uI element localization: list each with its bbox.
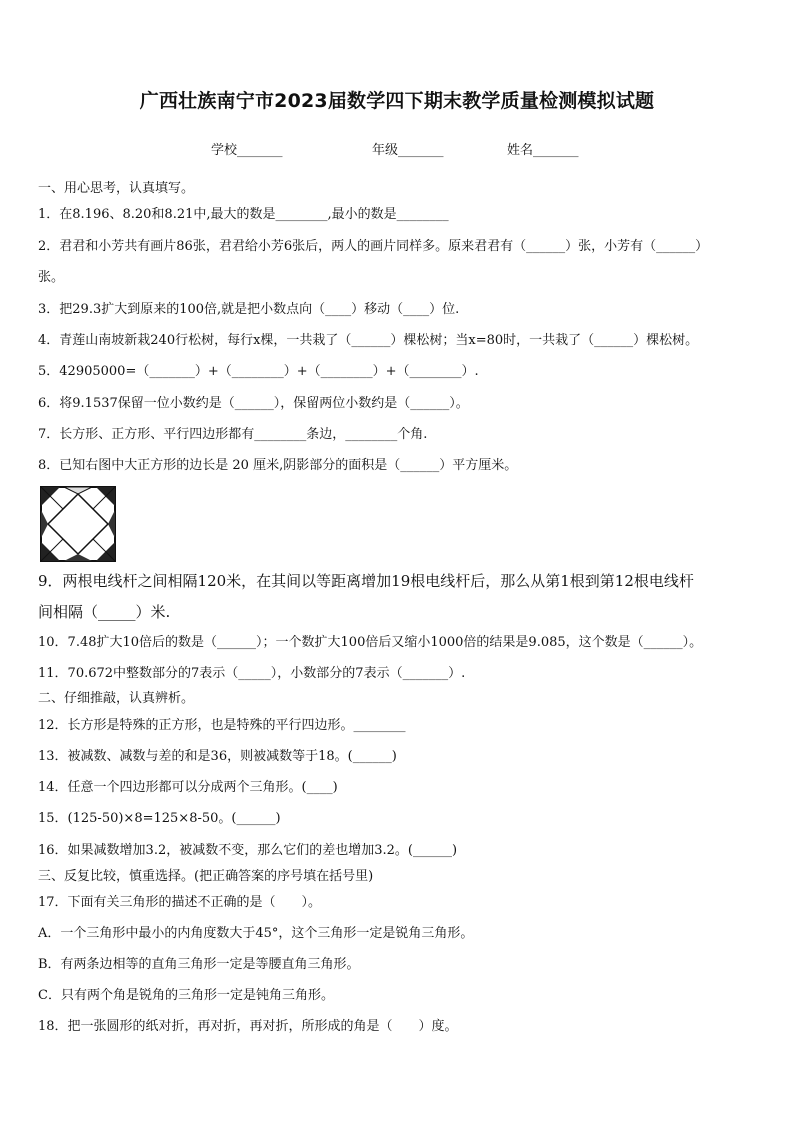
section-heading-2: 二、仔细推敲，认真辨析。 bbox=[38, 691, 195, 706]
question-8: 8．已知右图中大正方形的边长是 20 厘米,阴影部分的面积是（______）平方厘米。 bbox=[38, 458, 518, 473]
section-heading-3: 三、反复比较，慎重选择。(把正确答案的序号填在括号里) bbox=[38, 869, 374, 884]
option-17-b: B．有两条边相等的直角三角形一定是等腰直角三角形。 bbox=[38, 957, 360, 972]
section-heading-1: 一、用心思考，认真填写。 bbox=[38, 181, 195, 196]
question-1: 1．在8.196、8.20和8.21中,最大的数是________,最小的数是________ bbox=[38, 207, 449, 222]
question-5: 5．42905000=（_______）+（________）+（________）+（________）. bbox=[38, 364, 479, 379]
question-15: 15．(125-50)×8=125×8-50。(______) bbox=[38, 811, 281, 826]
question-14: 14．任意一个四边形都可以分成两个三角形。(____) bbox=[38, 780, 338, 795]
name-field[interactable]: 姓名_______ bbox=[507, 143, 579, 158]
question-18: 18．把一张圆形的纸对折，再对折，再对折，所形成的角是（ ）度。 bbox=[38, 1019, 458, 1034]
question-11: 11．70.672中整数部分的7表示（_____），小数部分的7表示（_______）. bbox=[38, 666, 466, 681]
question-9-continued: 间相隔（_____）米. bbox=[38, 603, 171, 621]
question-7: 7．长方形、正方形、平行四边形都有________条边，________个角. bbox=[38, 427, 428, 442]
question-17: 17．下面有关三角形的描述不正确的是（ ）。 bbox=[38, 895, 322, 910]
square-shaded-figure bbox=[40, 486, 116, 562]
student-info-row bbox=[0, 139, 794, 161]
option-17-c: C．只有两个角是锐角的三角形一定是钝角三角形。 bbox=[38, 988, 334, 1003]
question-4: 4．青莲山南坡新栽240行松树，每行x棵，一共栽了（______）棵松树；当x=80时，一共栽了（______）棵松树。 bbox=[38, 333, 699, 348]
question-10: 10．7.48扩大10倍后的数是（______）；一个数扩大100倍后又缩小1000倍的结果是9.085，这个数是（______）。 bbox=[38, 635, 703, 650]
question-13: 13．被减数、减数与差的和是36，则被减数等于18。(______) bbox=[38, 749, 397, 764]
question-6: 6．将9.1537保留一位小数约是（______），保留两位小数约是（______）。 bbox=[38, 396, 469, 411]
school-field[interactable]: 学校_______ bbox=[211, 143, 283, 158]
grade-field[interactable]: 年级_______ bbox=[372, 143, 444, 158]
question-16: 16．如果减数增加3.2，被减数不变，那么它们的差也增加3.2。(______) bbox=[38, 843, 458, 858]
question-2: 2．君君和小芳共有画片86张，君君给小芳6张后，两人的画片同样多。原来君君有（______）张，小芳有（______） bbox=[38, 239, 709, 254]
option-17-a: A．一个三角形中最小的内角度数大于45°，这个三角形一定是锐角三角形。 bbox=[38, 926, 474, 941]
page-title: 广西壮族南宁市2023届数学四下期末教学质量检测模拟试题 bbox=[139, 90, 655, 112]
question-2-continued: 张。 bbox=[38, 270, 65, 285]
question-12: 12．长方形是特殊的正方形，也是特殊的平行四边形。________ bbox=[38, 718, 406, 733]
question-9: 9．两根电线杆之间相隔120米，在其间以等距离增加19根电线杆后，那么从第1根到第12根电线杆 bbox=[38, 572, 694, 590]
question-3: 3．把29.3扩大到原来的100倍,就是把小数点向（____）移动（____）位. bbox=[38, 302, 460, 317]
